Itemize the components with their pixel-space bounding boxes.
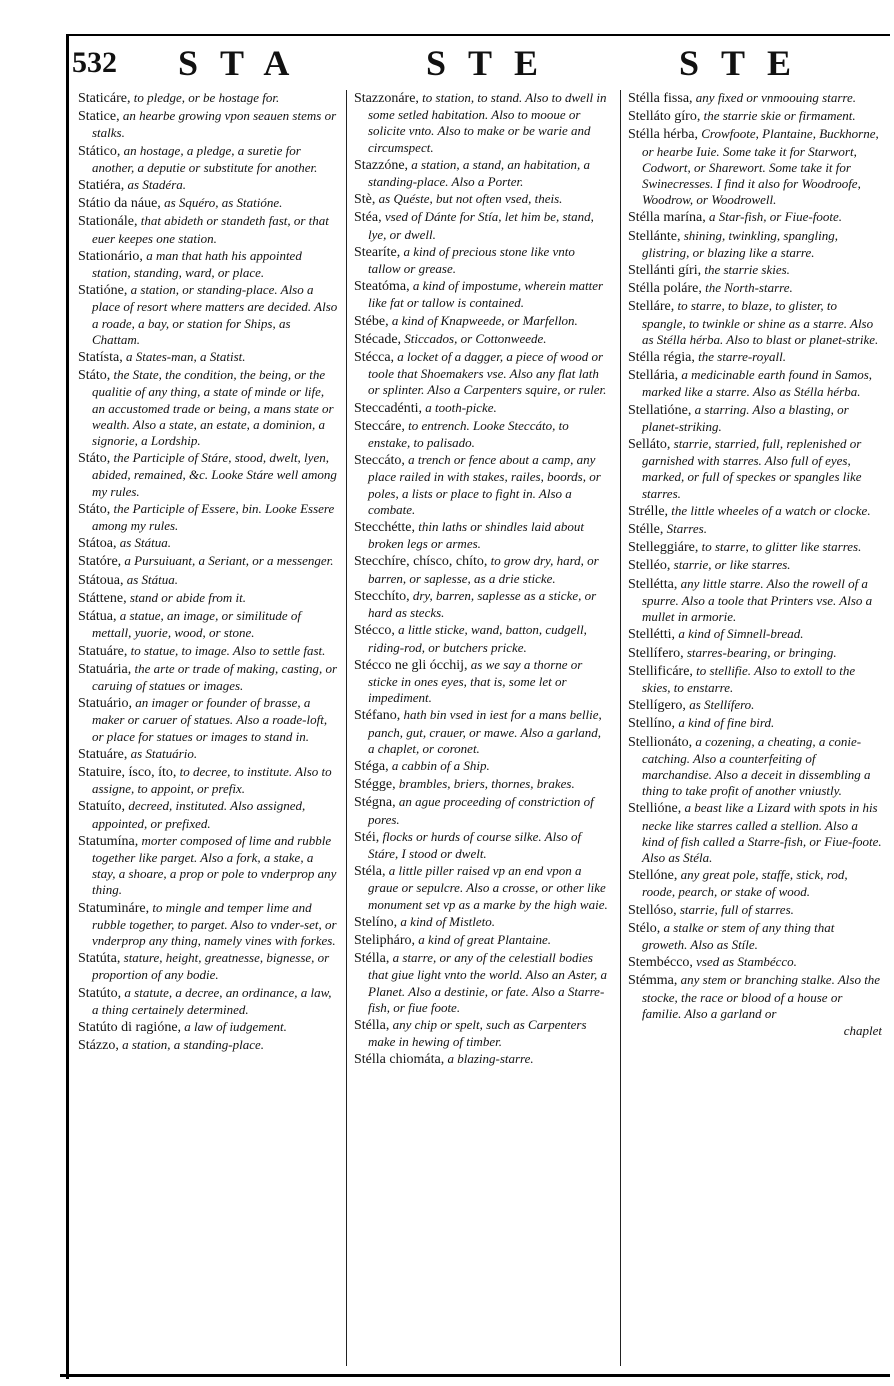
entry-definition: as Statuário. [127,745,198,761]
dictionary-entry [78,282,340,348]
entry-definition: a kind of Knapweede, or Marfellon. [388,312,578,328]
running-head-center: STE [426,43,561,83]
entry-definition: morter composed of lime and rubble together like parget. Also a fork, a stake, a stay, a shoare, a prop or pole to vnderprop any thing. [92,832,337,898]
entry-definition: a Pursuiuant, a Seriant, or a messenger. [121,553,334,569]
dictionary-entry [628,209,882,226]
entry-headword: Statúto, [78,985,122,1001]
entry-headword: Selláto, [628,437,671,453]
entry-headword: Statice, [78,109,120,125]
entry-definition: a statute, a decree, an ordinance, a law, a thing certainely determined. [92,984,332,1017]
entry-headword: Státua, [78,609,117,625]
dictionary-entry [78,501,340,534]
entry-definition: starres-bearing, or bringing. [683,644,837,660]
entry-headword: Stellétti, [628,627,676,643]
entry-headword: Steccadénti, [354,400,423,416]
entry-headword: Statuária, [78,661,132,677]
dictionary-entry [628,800,882,866]
entry-definition: a starre, or any of the celestiall bodies that giue light vnto the world. Also an Aster, a Planet. Also a destinie, or fate. Also a Starre-fish, or fiue foote. [368,950,607,1015]
entry-definition: a starring. Also a blasting, or planet-striking. [642,401,849,434]
entry-definition: Crowfoote, Plantaine, Buckhorne, or hearbe Iuie. Some take it for Starwort, Codwort, or Sharewort. Some take it for Swinecresses. I find it also for Woodroofe, Woodrow, or Woodrowell. [642,126,879,208]
entry-definition: an imager or founder of brasse, a maker or caruer of statues. Also a roade-loft, or place for statues or images to stand in. [92,695,328,744]
entry-definition: a station, a standing-place. [118,1037,264,1053]
entry-headword: Statóre, [78,554,122,570]
entry-headword: Stellificáre, [628,663,693,679]
dictionary-entry [628,920,882,953]
entry-definition: thin laths or shindles laid about broken legs or armes. [368,519,585,552]
entry-headword: Stelipháro, [354,932,416,948]
entry-definition: a stalke or stem of any thing that groweth. Also as Stíle. [642,919,835,952]
entry-definition: a statue, an image, or similitude of mettall, yuorie, wood, or stone. [92,608,302,641]
entry-headword: Stéga, [354,758,389,774]
entry-headword: Stélla régia, [628,350,695,366]
dictionary-entry [628,697,882,714]
entry-headword: Stellíno, [628,716,676,732]
dictionary-entry [628,126,882,208]
entry-definition: an hostage, a pledge, a suretie for another, a deputie or substitute for another. [92,142,318,175]
dictionary-entry [628,539,882,556]
entry-headword: Staticáre, [78,91,131,106]
entry-definition: to mingle and temper lime and rubble together, to parget. Also to vnder-set, or vnderprop any thing, namely vines with forkes. [92,899,337,948]
entry-headword: Statuáre, [78,746,128,762]
dictionary-entry [628,972,882,1022]
dictionary-entry [354,932,610,949]
entry-definition: a little sticke, wand, batton, cudgell, riding-rod, or butchers pricke. [368,622,587,655]
entry-headword: Státo, [78,501,111,517]
dictionary-entry [628,228,882,261]
dictionary-entry [354,776,610,793]
entry-headword: Státoa, [78,536,117,552]
entry-headword: Statuire, ísco, íto, [78,764,177,780]
dictionary-entry [354,418,610,451]
entry-definition: the State, the condition, the being, or the qualitie of any thing, a state of minde or life, an accustomed trade or being, a mans state or wealth. Also a state, an estate, a dominion, a signorie, a Lordship. [92,367,334,449]
dictionary-entry [78,572,340,589]
dictionary-entry [354,244,610,277]
entry-headword: Stelláto gíro, [628,109,701,125]
entry-headword: Stémma, [628,973,678,989]
entry-definition: a station, a stand, an habitation, a standing-place. Also a Porter. [368,156,591,190]
entry-definition: shining, twinkling, spangling, glistring, or blazing like a starre. [642,227,838,260]
entry-headword: Státo, [78,451,111,467]
entry-definition: vsed as Stambécco. [692,954,797,970]
entry-headword: Statumináre, [78,900,150,916]
dictionary-entry [78,661,340,694]
entry-definition: the arte or trade of making, casting, or caruing of statues or images. [92,660,338,693]
entry-headword: Stéla, [354,864,386,880]
entry-definition: starrie, starried, full, replenished or garnished with starres. Also full of eyes, marked, or full of speckes or spangles like starres. [642,436,862,501]
dictionary-entry [78,833,340,899]
entry-headword: Steatóma, [354,279,410,295]
entry-headword: Stégge, [354,777,396,793]
column-divider-1 [346,90,347,1366]
entry-headword: Statúta, [78,951,121,967]
dictionary-entry [78,608,340,641]
dictionary-entry [354,400,610,417]
catchword: chaplet [843,1022,882,1038]
entry-headword: Statísta, [78,350,123,366]
entry-headword: Stébe, [354,313,389,329]
entry-definition: a little piller raised vp an end vpon a graue or sepulcre. Also a crosse, or other like monument set vp as a marke by the high waie. [368,863,608,912]
entry-definition: to starre, to glitter like starres. [698,539,862,555]
entry-headword: Stécade, [354,331,402,347]
entry-definition: stand or abide from it. [126,589,247,605]
entry-definition: starrie, or like starres. [670,557,791,573]
entry-headword: Steccáre, [354,418,405,434]
entry-headword: Stelléo, [628,558,671,574]
entry-definition: as we say a thorne or sticke in ones eyes, that is, some let or impediment. [368,656,583,706]
entry-definition: the starrie skie or firmament. [700,108,856,124]
entry-definition: to entrench. Looke Steccáto, to enstake, to palisado. [368,417,569,451]
dictionary-entry [78,590,340,607]
dictionary-entry [78,213,340,246]
entry-definition: a kind of great Plantaine. [415,931,552,947]
entry-headword: Stellióne, [628,801,682,817]
dictionary-entry [628,298,882,348]
entry-headword: Stecchétte, [354,520,416,536]
dictionary-column-2 [354,90,610,1368]
entry-headword: Stembécco, [628,955,693,971]
entry-definition: any great pole, staffe, stick, rod, roode, pearch, or stake of wood. [642,867,848,900]
entry-definition: to statue, to image. Also to settle fast. [127,642,326,658]
dictionary-entry [354,622,610,655]
entry-definition: an hearbe growing vpon seauen stems or stalks. [92,108,337,141]
entry-definition: as Stellífero. [685,697,755,713]
dictionary-entry [78,143,340,176]
entry-headword: Stelíno, [354,914,398,930]
entry-headword: Statuáre, [78,643,128,659]
entry-headword: Státo, [78,368,111,384]
dictionary-entry [628,503,882,520]
dictionary-entry [78,695,340,745]
dictionary-entry [78,764,340,797]
dictionary-entry [354,758,610,775]
entry-headword: Stéfano, [354,708,401,724]
entry-definition: that abideth or standeth fast, or that euer keepes one station. [92,213,329,246]
entry-definition: the Participle of Essere, bin. Looke Essere among my rules. [92,500,335,534]
entry-definition: a tooth-picke. [422,399,497,415]
dictionary-entry [354,209,610,242]
dictionary-entry [628,954,882,971]
entry-definition: vsed of Dánte for Stía, let him be, stand, lye, or dwell. [368,209,594,242]
entry-definition: as Stadéra. [124,177,187,193]
entry-headword: Stecchíto, [354,588,410,604]
entry-headword: Stélla chiomáta, [354,1052,445,1068]
dictionary-entry [78,248,340,281]
entry-headword: Stático, [78,143,121,159]
dictionary-entry [78,643,340,660]
entry-definition: to starre, to blaze, to glister, to spangle, to twinkle or shine as a starre. Also as Stélla hérba. Also to blast or planet-strike. [642,298,879,347]
dictionary-entry [78,90,340,107]
running-head-right: STE [679,43,814,83]
entry-definition: a beast like a Lizard with spots in his necke like starres called a stellion. Also a kind of fish called a Starre-fish, or Fiue-foote. Also as Stéla. [642,800,882,865]
dictionary-entry [78,450,340,500]
entry-definition: a Star-fish, or Fiue-foote. [705,209,842,225]
entry-headword: Stécco, [354,623,395,639]
entry-headword: Stellatióne, [628,402,692,418]
entry-headword: Stellionáto, [628,734,693,750]
entry-definition: a States-man, a Statist. [122,349,246,365]
entry-headword: Stellígero, [628,698,686,714]
entry-headword: Stázzo, [78,1038,119,1054]
dictionary-entry [628,715,882,732]
dictionary-entry [628,902,882,919]
entry-definition: dry, barren, saplesse as a sticke, or hard as stecks. [368,587,597,621]
dictionary-entry [78,195,340,212]
dictionary-entry [628,734,882,800]
dictionary-entry [78,900,340,950]
entry-definition: as Státua. [116,535,172,551]
entry-headword: Státtene, [78,590,127,606]
dictionary-entry [354,157,610,190]
entry-definition: as Squéro, as Statióne. [160,195,283,211]
entry-definition: a man that hath his appointed station, standing, ward, or place. [92,247,302,281]
entry-definition: to station, to stand. Also to dwell in some setled habitation. Also to mooue or solicite vnto. Also to make or be warie and circumspect. [368,90,607,155]
dictionary-entry [628,402,882,435]
entry-headword: Stazzóne, [354,157,409,173]
dictionary-entry [78,108,340,141]
entry-definition: a kind of precious stone like vnto tallow or grease. [368,243,575,277]
dictionary-entry [354,519,610,552]
entry-definition: to decree, to institute. Also to assigne, to appoint, or prefix. [92,763,332,797]
entry-headword: Steccáto, [354,453,405,469]
dictionary-entry [354,349,610,399]
entry-headword: Státio da náue, [78,196,161,212]
entry-headword: Stégna, [354,795,396,811]
entry-definition: the starrie skies. [701,262,790,278]
entry-definition: flocks or hurds of course silke. Also of Stáre, I stood or dwelt. [368,828,582,861]
dictionary-entry [354,794,610,827]
dictionary-entry [78,1037,340,1054]
entry-definition: any chip or spelt, such as Carpenters make in hewing of timber. [368,1016,587,1050]
dictionary-entry [78,950,340,983]
entry-definition: to stellifie. Also to extoll to the skies, to enstarre. [642,662,856,695]
dictionary-entry [354,588,610,621]
entry-definition: a kind of fine bird. [675,715,775,731]
entry-definition: a law of iudgement. [181,1018,287,1034]
column-divider-2 [620,90,621,1366]
entry-definition: as Státua. [123,571,179,587]
entry-headword: Stellóne, [628,868,678,884]
dictionary-entry [354,452,610,518]
dictionary-entry [78,349,340,366]
entry-definition: any little starre. Also the rowell of a spurre. Also a toole that Printers vse. Also a mullet in armorie. [642,575,873,625]
entry-definition: a kind of impostume, wherein matter like fat or tallow is contained. [368,278,604,311]
dictionary-entry [628,867,882,900]
dictionary-entry [354,191,610,208]
entry-definition: a blazing-starre. [444,1051,534,1067]
entry-headword: Stellétta, [628,576,678,592]
entry-headword: Stationále, [78,214,138,230]
entry-definition: to grow dry, hard, or barren, or saplesse, as a drie sticke. [368,553,599,586]
entry-headword: Stearíte, [354,244,401,260]
dictionary-entry [354,707,610,757]
entry-headword: Stè, [354,192,376,208]
dictionary-entry [628,280,882,297]
dictionary-entry [354,863,610,913]
dictionary-entry [628,645,882,662]
entry-headword: Statióne, [78,283,128,299]
dictionary-entry [78,367,340,449]
entry-headword: Stelleggiáre, [628,540,699,556]
entry-headword: Státoua, [78,572,124,588]
dictionary-entry [354,278,610,311]
entry-definition: an ague proceeding of constriction of pores. [368,794,594,827]
running-head-left: STA [178,43,312,83]
entry-headword: Strélle, [628,503,669,519]
dictionary-column-3 [628,90,882,1368]
entry-headword: Stelláre, [628,299,675,315]
entry-headword: Statúto di ragióne, [78,1019,182,1035]
entry-headword: Stecchíre, chísco, chíto, [354,554,488,570]
dictionary-entry [78,535,340,552]
dictionary-entry [354,1051,610,1068]
entry-headword: Statuário, [78,696,133,712]
entry-headword: Stélla, [354,951,390,967]
dictionary-entry [628,90,882,107]
dictionary-entry [354,829,610,862]
entry-definition: a trench or fence about a camp, any place railed in with stakes, railes, boords, or poles, a lists or place to fight in. Also a combate. [368,452,601,517]
entry-headword: Stélo, [628,920,661,936]
entry-headword: Stellánti gíri, [628,263,702,279]
dictionary-entry [78,746,340,763]
dictionary-column-1 [78,90,340,1368]
dictionary-entry [628,262,882,279]
dictionary-entry [354,657,610,707]
entry-headword: Statiéra, [78,178,125,194]
dictionary-entry [628,626,882,643]
entry-definition: Sticcados, or Cottonweede. [401,330,547,346]
entry-headword: Stéi, [354,829,380,845]
dictionary-entry [628,349,882,366]
dictionary-entry [78,985,340,1018]
entry-headword: Stéa, [354,210,382,226]
dictionary-entry [354,914,610,931]
entry-definition: starrie, full of starres. [676,901,794,917]
entry-definition: the Participle of Stáre, stood, dwelt, lyen, abided, remained, &c. Looke Stáre well among my rules. [92,450,337,499]
entry-headword: Stazzonáre, [354,91,419,106]
entry-definition: hath bin vsed in iest for a mans bellie, panch, gut, crauer, or mawe. Also a garland, a chaplet, or coronet. [368,707,602,756]
entry-definition: to pledge, or be hostage for. [130,90,280,105]
dictionary-entry [78,1019,340,1036]
dictionary-entry [78,553,340,570]
entry-headword: Stellánte, [628,228,681,244]
entry-headword: Stélle, [628,522,664,538]
entry-definition: a medicinable earth found in Samos, marked like a starre. Also as Stélla hérba. [642,367,873,400]
entry-definition: brambles, briers, thornes, brakes. [395,776,575,792]
entry-definition: a cabbin of a Ship. [388,757,490,773]
dictionary-entry [78,798,340,831]
entry-headword: Stélla hérba, [628,127,698,143]
entry-headword: Stécca, [354,350,395,366]
dictionary-entry [354,553,610,586]
dictionary-entry [628,576,882,626]
dictionary-entry [78,177,340,194]
entry-definition: stature, height, greatnesse, bignesse, or proportion of any bodie. [92,950,330,983]
entry-definition: as Quéste, but not often vsed, theis. [375,191,563,207]
entry-headword: Stélla marína, [628,210,706,226]
entry-headword: Stellária, [628,368,679,384]
dictionary-entry [354,313,610,330]
bottom-border-rule [60,1374,890,1377]
dictionary-entry [354,950,610,1016]
entry-headword: Stécco ne gli ócchij, [354,657,468,673]
entry-definition: the North-starre. [701,280,793,296]
dictionary-entry [354,331,610,348]
entry-definition: decreed, instituted. Also assigned, appointed, or prefixed. [92,798,306,831]
entry-definition: the starre-royall. [694,349,786,365]
dictionary-entry [354,1017,610,1050]
entry-definition: a kind of Simnell-bread. [675,626,804,642]
entry-headword: Stélla, [354,1017,390,1033]
dictionary-entry [628,557,882,574]
entry-headword: Stationário, [78,248,143,264]
entry-headword: Statumína, [78,833,139,849]
entry-definition: the little wheeles of a watch or clocke. [668,502,871,518]
entry-definition: a kind of Mistleto. [397,913,496,929]
entry-headword: Stellóso, [628,902,677,918]
dictionary-entry [354,90,610,156]
entry-headword: Statuíto, [78,799,126,815]
entry-definition: a locket of a dagger, a piece of wood or toole that Shoemakers vse. Also any flat lath or splinter. Also a Carpenters squire, or ruler. [368,349,607,398]
page-header [66,36,890,88]
entry-headword: Stélla fissa, [628,91,693,106]
dictionary-entry [628,663,882,696]
page-number: 532 [72,46,117,79]
entry-definition: Starres. [663,521,707,537]
dictionary-entry [628,367,882,400]
dictionary-entry [628,108,882,125]
dictionary-entry [628,436,882,502]
entry-definition: any stem or branching stalke. Also the stocke, the race or blood of a house or familie. Also a garland or [642,972,881,1021]
entry-definition: any fixed or vnmoouing starre. [692,90,856,105]
entry-definition: a cozening, a cheating, a conie-catching. Also a counterfeiting of marchandise. Also a deceit in dissembling a thing to take profit of another vniustly. [642,733,871,799]
entry-headword: Stélla poláre, [628,281,702,297]
left-border-rule [66,34,69,1379]
entry-definition: a station, or standing-place. Also a place of resort where matters are decided. Also a roade, a bay, or station for Ships, as Chattam. [92,282,338,347]
entry-headword: Stellífero, [628,645,684,661]
dictionary-entry [628,521,882,538]
